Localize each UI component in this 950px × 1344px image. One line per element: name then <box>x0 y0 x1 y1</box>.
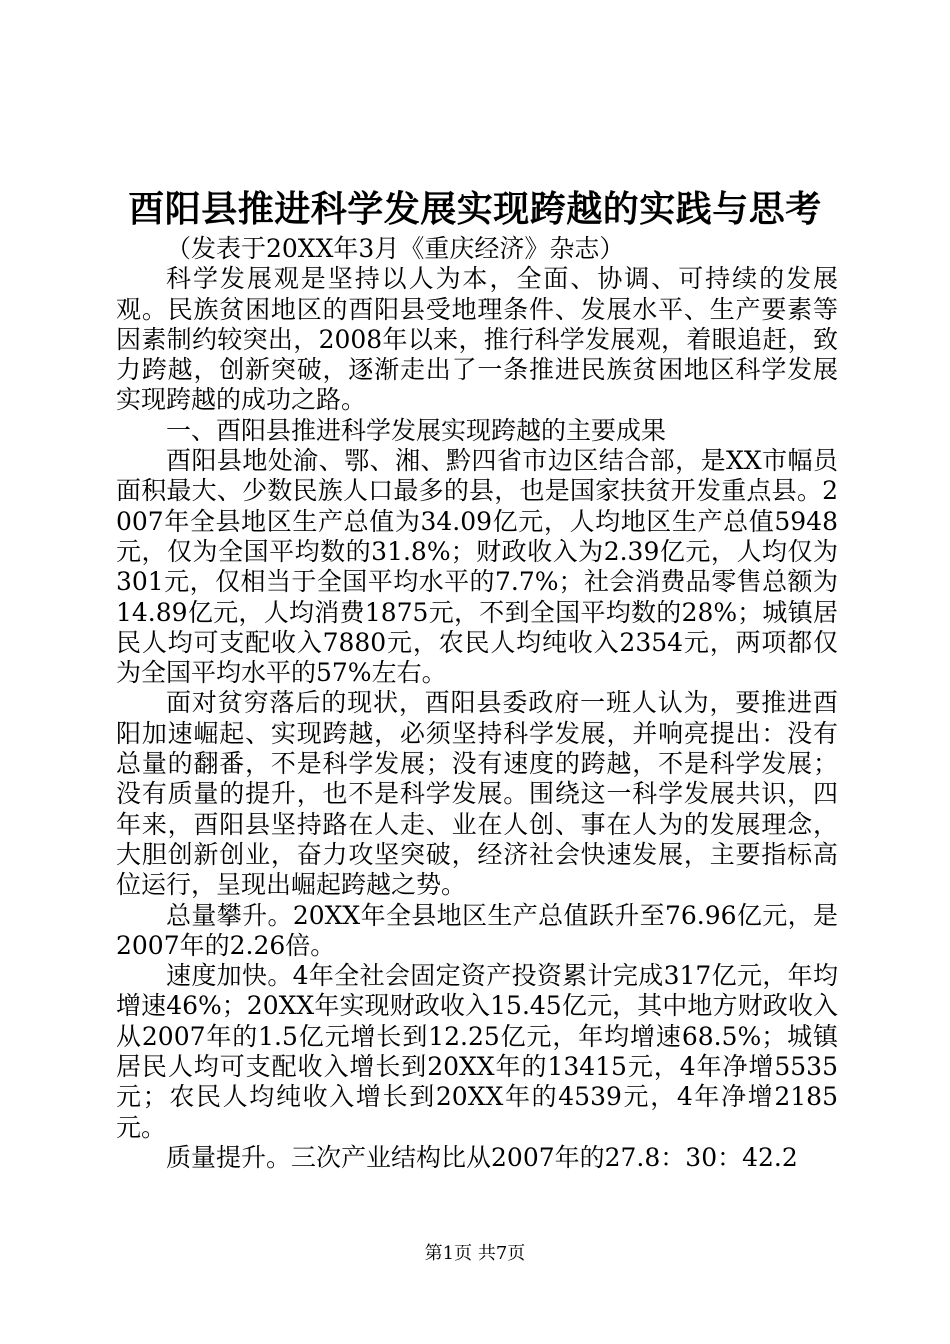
paragraph-total-growth: 总量攀升。20XX年全县地区生产总值跃升至76.96亿元，是2007年的2.26倍。 <box>116 900 838 960</box>
paragraph-background: 酉阳县地处渝、鄂、湘、黔四省市边区结合部，是XX市幅员面积最大、少数民族人口最多的县，也是国家扶贫开发重点县。2007年全县地区生产总值为34.09亿元，人均地区生产总值5948元，仅为全国平均数的31.8%；财政收入为2.39亿元，人均仅为301元，仅相当于全国平均水平的7.7%；社会消费品零售总额为14.89亿元，人均消费1875元，不到全国平均数的28%；城镇居民人均可支配收入7880元，农民人均纯收入2354元，两项都仅为全国平均水平的57%左右。 <box>116 446 838 688</box>
paragraph-strategy: 面对贫穷落后的现状，酉阳县委政府一班人认为，要推进酉阳加速崛起、实现跨越，必须坚持科学发展，并响亮提出：没有总量的翻番，不是科学发展；没有速度的跨越，不是科学发展；没有质量的提升，也不是科学发展。围绕这一科学发展共识，四年来，酉阳县坚持路在人走、业在人创、事在人为的发展理念，大胆创新创业，奋力攻坚突破，经济社会快速发展，主要指标高位运行，呈现出崛起跨越之势。 <box>116 688 838 900</box>
document-title: 酉阳县推进科学发展实现跨越的实践与思考 <box>128 188 822 230</box>
page-footer: 第1页 共7页 <box>424 1243 526 1264</box>
document-body <box>116 234 838 1173</box>
section-heading: 一、酉阳县推进科学发展实现跨越的主要成果 <box>166 415 667 445</box>
source-note: （发表于20XX年3月《重庆经济》杂志） <box>166 234 625 263</box>
paragraph-intro: 科学发展观是坚持以人为本，全面、协调、可持续的发展观。民族贫困地区的酉阳县受地理条件、发展水平、生产要素等因素制约较突出，2008年以来，推行科学发展观，着眼追赶，致力跨越，创新突破，逐渐走出了一条推进民族贫困地区科学发展实现跨越的成功之路。 <box>116 264 838 415</box>
paragraph-quality: 质量提升。三次产业结构比从2007年的27.8：30：42.2 <box>166 1142 798 1172</box>
paragraph-speed: 速度加快。4年全社会固定资产投资累计完成317亿元，年均增速46%；20XX年实现财政收入15.45亿元，其中地方财政收入从2007年的1.5亿元增长到12.25亿元，年均增速68.5%；城镇居民人均可支配收入增长到20XX年的13415元，4年净增5535元；农民人均纯收入增长到20XX年的4539元，4年净增2185元。 <box>116 961 838 1142</box>
